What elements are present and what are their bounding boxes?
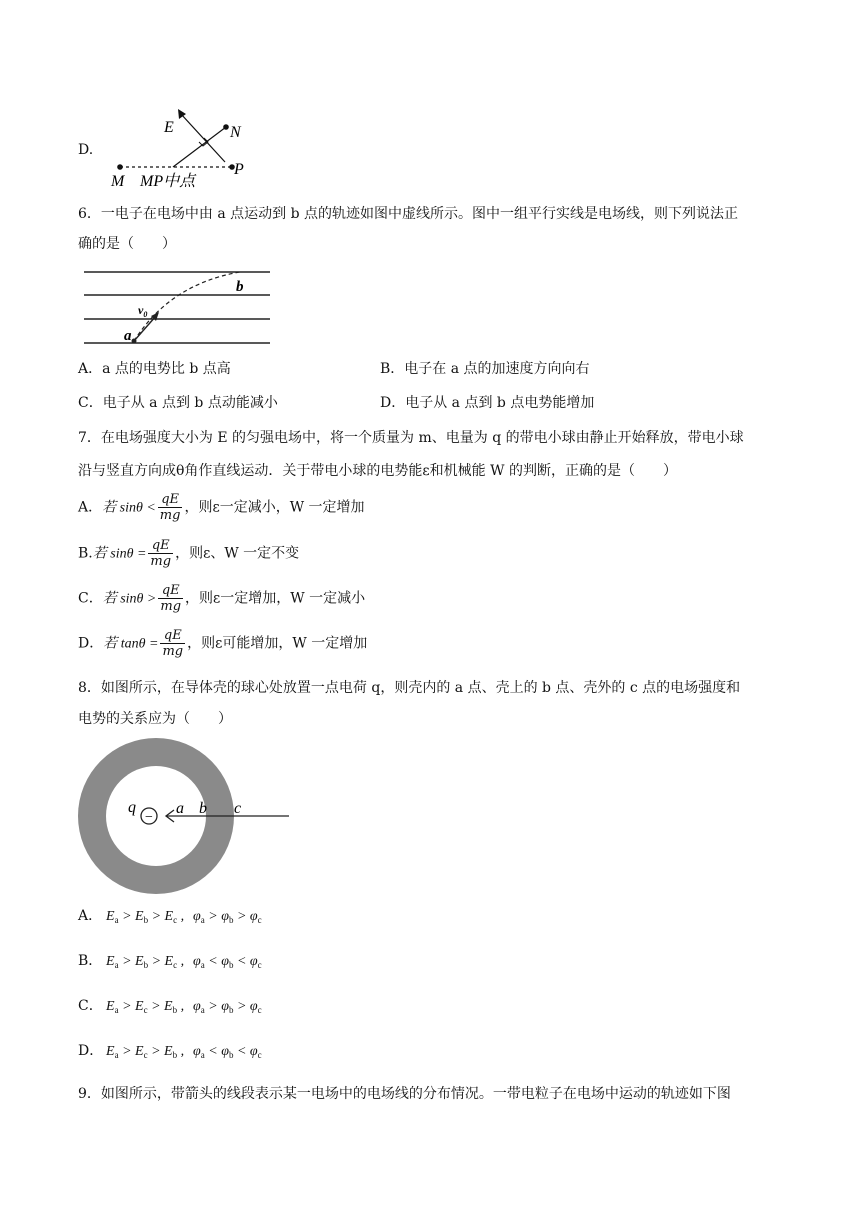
trajectory-dashed — [134, 272, 240, 341]
q8-option-b: B． $E_a > E_b > E_c$ , $\varphi_a < \varphi_b < \varphi_c$ — [78, 953, 262, 970]
q6-stem-line1: 6．一电子在电场中由 a 点运动到 b 点的轨迹如图中虚线所示。图中一组平行实线是电场线，则下列说法正 — [78, 206, 739, 222]
label-v0: $v_0$ — [138, 303, 148, 319]
v0-vector — [134, 316, 156, 341]
charge-sign: − — [145, 810, 153, 825]
q6-option-d: D．电子从 a 点到 b 点电势能增加 — [380, 395, 595, 411]
q6-option-b: B．电子在 a 点的加速度方向向右 — [380, 361, 590, 377]
label-c: c — [234, 800, 242, 817]
label-a: a — [124, 328, 132, 344]
q7-option-d: D．若 tanθ = $\frac{qE}{mg}$ ，则ε可能增加，W 一定增加 — [78, 628, 368, 659]
q8-option-a: A． $E_a > E_b > E_c$ , $\varphi_a > \varphi_b > \varphi_c$ — [78, 908, 262, 925]
q8-stem-line1: 8．如图所示，在导体壳的球心处放置一点电荷 q，则壳内的 a 点、壳上的 b 点、壳外的 c 点的电场强度和 — [78, 680, 741, 696]
q7-stem-line2: 沿与竖直方向成θ角作直线运动．关于带电小球的电势能ε和机械能 W 的判断，正确的是（ ） — [78, 463, 677, 479]
label-n: N — [230, 124, 241, 141]
label-m: M — [111, 173, 125, 190]
q7-option-c: C．若 sinθ > $\frac{qE}{mg}$ ，则ε一定增加，W 一定减小 — [78, 583, 366, 614]
q7-stem-line1: 7．在电场强度大小为 E 的匀强电场中，将一个质量为 m、电量为 q 的带电小球由静止开始释放，带电小球 — [78, 430, 744, 446]
q5-diagram — [100, 100, 260, 192]
q5-option-d-label: D. — [78, 142, 94, 158]
point-a — [132, 339, 137, 344]
q7-option-b: B.若 sinθ = $\frac{qE}{mg}$ ，则ε、W 一定不变 — [78, 538, 300, 569]
q8-stem-line2: 电势的关系应为（ ） — [78, 711, 232, 727]
q6-option-a: A．a 点的电势比 b 点高 — [78, 361, 231, 377]
q6-option-c: C．电子从 a 点到 b 点动能减小 — [78, 395, 278, 411]
label-b: b — [236, 279, 244, 295]
q8-option-d: D． $E_a > E_c > E_b$ , $\varphi_a < \varphi_b < \varphi_c$ — [78, 1043, 262, 1060]
q8-option-c: C． $E_a > E_c > E_b$ , $\varphi_a > \varphi_b > \varphi_c$ — [78, 998, 262, 1015]
q8-diagram — [74, 738, 294, 898]
label-e: E — [164, 119, 174, 136]
q6-stem-line2: 确的是（ ） — [78, 236, 176, 252]
q6-diagram — [78, 264, 278, 348]
point-m — [117, 164, 123, 170]
label-b: b — [199, 800, 207, 817]
label-p: P — [234, 161, 244, 178]
label-mp-midpoint: MP中点 — [140, 173, 196, 190]
q9-stem-line1: 9．如图所示，带箭头的线段表示某一电场中的电场线的分布情况。一带电粒子在电场中运动的轨迹如下图 — [78, 1086, 731, 1102]
q7-option-a: A．若 sinθ < $\frac{qE}{mg}$ ，则ε一定减小，W 一定增加 — [78, 492, 365, 523]
label-a: a — [176, 800, 184, 817]
midpoint-to-n-line — [173, 127, 226, 167]
e-field-line — [181, 114, 225, 162]
label-q: q — [128, 799, 136, 816]
